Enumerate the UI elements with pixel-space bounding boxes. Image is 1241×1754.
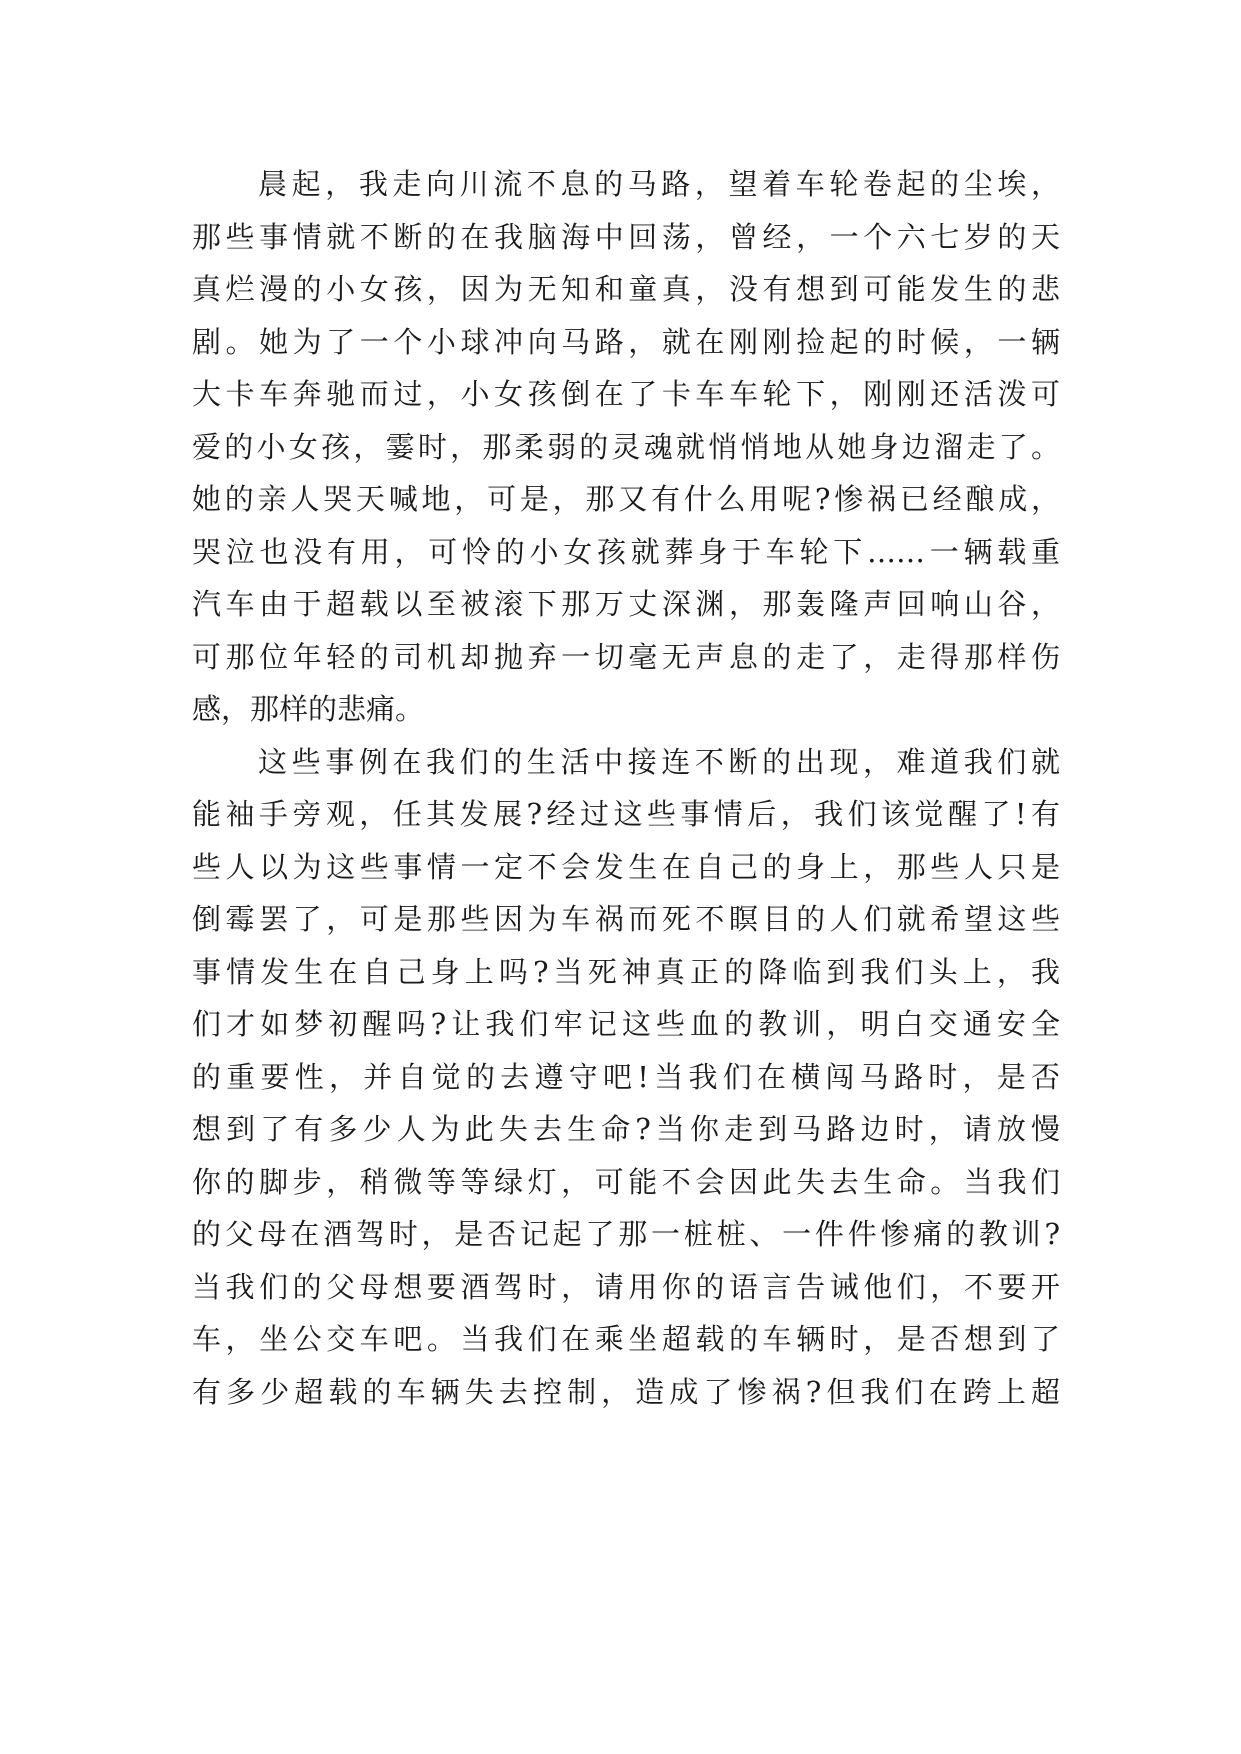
text-line: 想到了有多少人为此失去生命?当你走到马路边时，请放慢 [192, 1112, 1060, 1146]
text-line: 有多少超载的车辆失去控制，造成了惨祸?但我们在跨上超 [192, 1374, 1060, 1409]
text-line: 大卡车奔驰而过，小女孩倒在了卡车车轮下，刚刚还活泼可 [192, 377, 1060, 411]
text-line: 车，坐公交车吧。当我们在乘坐超载的车辆时，是否想到了 [192, 1322, 1060, 1356]
text-line: 剧。她为了一个小球冲向马路，就在刚刚捡起的时候，一辆 [192, 324, 1060, 359]
text-line: 些人以为这些事情一定不会发生在自己的身上，那些人只是 [192, 849, 1060, 884]
text-line: 事情发生在自己身上吗?当死神真正的降临到我们头上，我 [192, 954, 1060, 989]
paragraph-2 [192, 736, 1060, 1419]
text-line: 感，那样的悲痛。 [192, 692, 425, 726]
body-text [192, 158, 1060, 1418]
text-line: 倒霉罢了，可是那些因为车祸而死不瞑目的人们就希望这些 [192, 902, 1060, 936]
text-line: 能袖手旁观，任其发展?经过这些事情后，我们该觉醒了!有 [192, 797, 1060, 831]
text-line: 当我们的父母想要酒驾时，请用你的语言告诫他们，不要开 [192, 1269, 1060, 1304]
text-line: 们才如梦初醒吗?让我们牢记这些血的教训，明白交通安全 [192, 1007, 1060, 1041]
text-line: 哭泣也没有用，可怜的小女孩就葬身于车轮下……一辆载重 [192, 534, 1060, 569]
paragraph-1 [192, 158, 1060, 736]
text-line: 晨起，我走向川流不息的马路，望着车轮卷起的尘埃， [258, 167, 1060, 201]
text-line: 汽车由于超载以至被滚下那万丈深渊，那轰隆声回响山谷， [192, 587, 1060, 621]
text-line: 可那位年轻的司机却抛弃一切毫无声息的走了，走得那样伤 [192, 639, 1060, 674]
text-line: 你的脚步，稍微等等绿灯，可能不会因此失去生命。当我们 [192, 1164, 1060, 1199]
text-line: 那些事情就不断的在我脑海中回荡，曾经，一个六七岁的天 [192, 219, 1060, 254]
text-line: 爱的小女孩，霎时，那柔弱的灵魂就悄悄地从她身边溜走了。 [192, 429, 1060, 464]
text-line: 她的亲人哭天喊地，可是，那又有什么用呢?惨祸已经酿成， [192, 482, 1060, 516]
text-line: 真烂漫的小女孩，因为无知和童真，没有想到可能发生的悲 [192, 272, 1060, 306]
text-line: 这些事例在我们的生活中接连不断的出现，难道我们就 [258, 744, 1060, 779]
text-line: 的重要性，并自觉的去遵守吧!当我们在横闯马路时，是否 [192, 1059, 1060, 1094]
text-line: 的父母在酒驾时，是否记起了那一桩桩、一件件惨痛的教训? [192, 1217, 1060, 1251]
